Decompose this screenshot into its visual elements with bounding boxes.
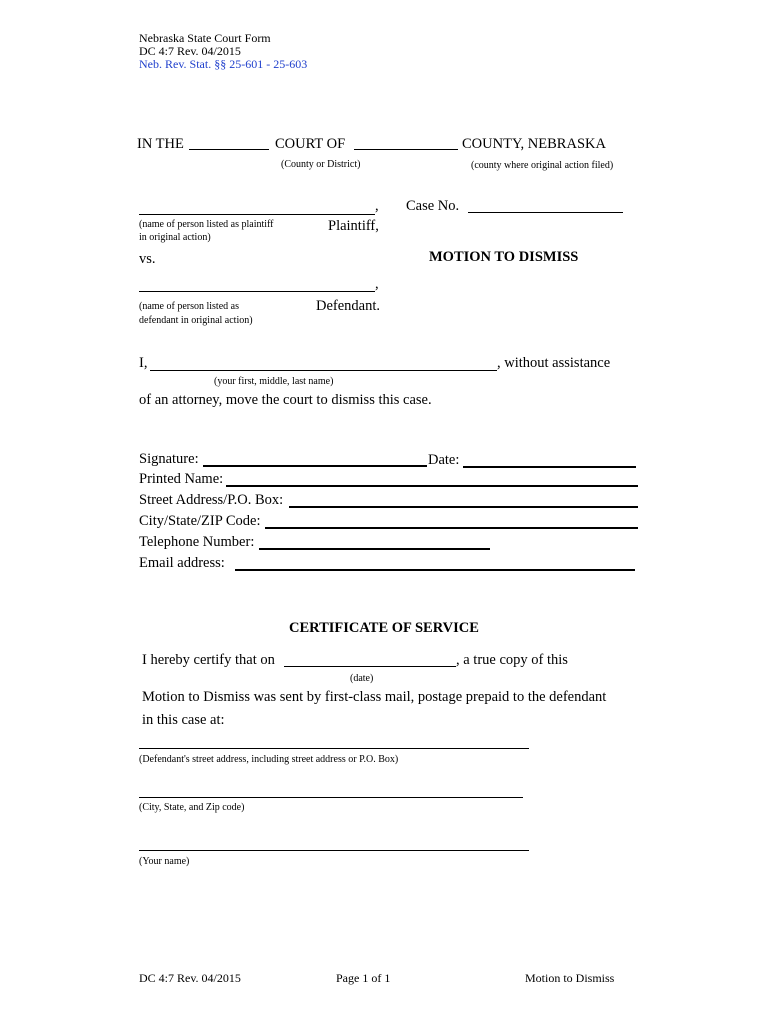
defendant-comma: , xyxy=(375,276,379,292)
document-title: MOTION TO DISMISS xyxy=(429,249,579,265)
footer-revision: DC 4:7 Rev. 04/2015 xyxy=(139,971,241,985)
plaintiff-label: Plaintiff, xyxy=(328,218,379,234)
defendant-label: Defendant. xyxy=(316,298,381,314)
printed-name-field[interactable] xyxy=(226,485,638,487)
true-copy-text: , a true copy of this xyxy=(456,652,568,668)
form-revision: DC 4:7 Rev. 04/2015 xyxy=(139,44,241,58)
case-no-label: Case No. xyxy=(406,198,460,214)
service-date-field[interactable] xyxy=(284,666,456,667)
statute-link[interactable]: Neb. Rev. Stat. §§ 25-601 - 25-603 xyxy=(139,57,308,71)
statement-without-assistance: , without assistance xyxy=(497,355,611,371)
plaintiff-hint-line1: (name of person listed as plaintiff xyxy=(139,219,274,230)
plaintiff-comma: , xyxy=(375,198,379,214)
your-name-field[interactable] xyxy=(150,370,497,371)
date-field[interactable] xyxy=(463,466,636,468)
county-hint: (county where original action filed) xyxy=(471,160,614,171)
defendant-hint-line2: defendant in original action) xyxy=(139,315,253,326)
county-field[interactable] xyxy=(354,149,458,150)
footer-page-number: Page 1 of 1 xyxy=(336,971,391,985)
service-date-hint: (date) xyxy=(350,673,374,684)
footer-document-name: Motion to Dismiss xyxy=(525,971,615,985)
email-field[interactable] xyxy=(235,569,635,571)
statement-i: I, xyxy=(139,355,148,371)
certificate-title: CERTIFICATE OF SERVICE xyxy=(289,620,479,636)
defendant-address-field[interactable] xyxy=(139,748,529,749)
defendant-address-hint: (Defendant's street address, including street address or P.O. Box) xyxy=(139,754,399,765)
court-type-field[interactable] xyxy=(189,149,269,150)
city-state-zip-field[interactable] xyxy=(265,527,638,529)
plaintiff-hint-line2: in original action) xyxy=(139,232,211,243)
date-label: Date: xyxy=(428,452,460,468)
certificate-line3: in this case at: xyxy=(142,712,225,728)
signature-label: Signature: xyxy=(139,451,199,467)
county-nebraska-label: COUNTY, NEBRASKA xyxy=(462,136,606,152)
your-name-hint: (your first, middle, last name) xyxy=(214,376,334,387)
defendant-city-field[interactable] xyxy=(139,797,523,798)
plaintiff-name-field[interactable] xyxy=(139,214,375,215)
printed-name-label: Printed Name: xyxy=(139,471,224,487)
email-label: Email address: xyxy=(139,555,225,571)
defendant-hint-line1: (name of person listed as xyxy=(139,301,239,312)
street-address-field[interactable] xyxy=(289,506,638,508)
certify-text: I hereby certify that on xyxy=(142,652,275,668)
vs-label: vs. xyxy=(139,251,156,267)
case-no-field[interactable] xyxy=(468,212,623,213)
in-the-label: IN THE xyxy=(137,136,184,152)
street-address-label: Street Address/P.O. Box: xyxy=(139,492,284,508)
your-name-service-hint: (Your name) xyxy=(139,856,190,867)
defendant-city-hint: (City, State, and Zip code) xyxy=(139,802,245,813)
court-type-hint: (County or District) xyxy=(281,159,361,170)
city-state-zip-label: City/State/ZIP Code: xyxy=(139,513,261,529)
your-name-service-field[interactable] xyxy=(139,850,529,851)
form-name: Nebraska State Court Form xyxy=(139,31,271,45)
signature-field[interactable] xyxy=(203,465,427,467)
telephone-label: Telephone Number: xyxy=(139,534,255,550)
statement-rest: of an attorney, move the court to dismiss this case. xyxy=(139,392,432,408)
court-of-label: COURT OF xyxy=(275,136,346,152)
telephone-field[interactable] xyxy=(259,548,490,550)
certificate-line2: Motion to Dismiss was sent by first-class mail, postage prepaid to the defendant xyxy=(142,689,607,705)
defendant-name-field[interactable] xyxy=(139,291,375,292)
